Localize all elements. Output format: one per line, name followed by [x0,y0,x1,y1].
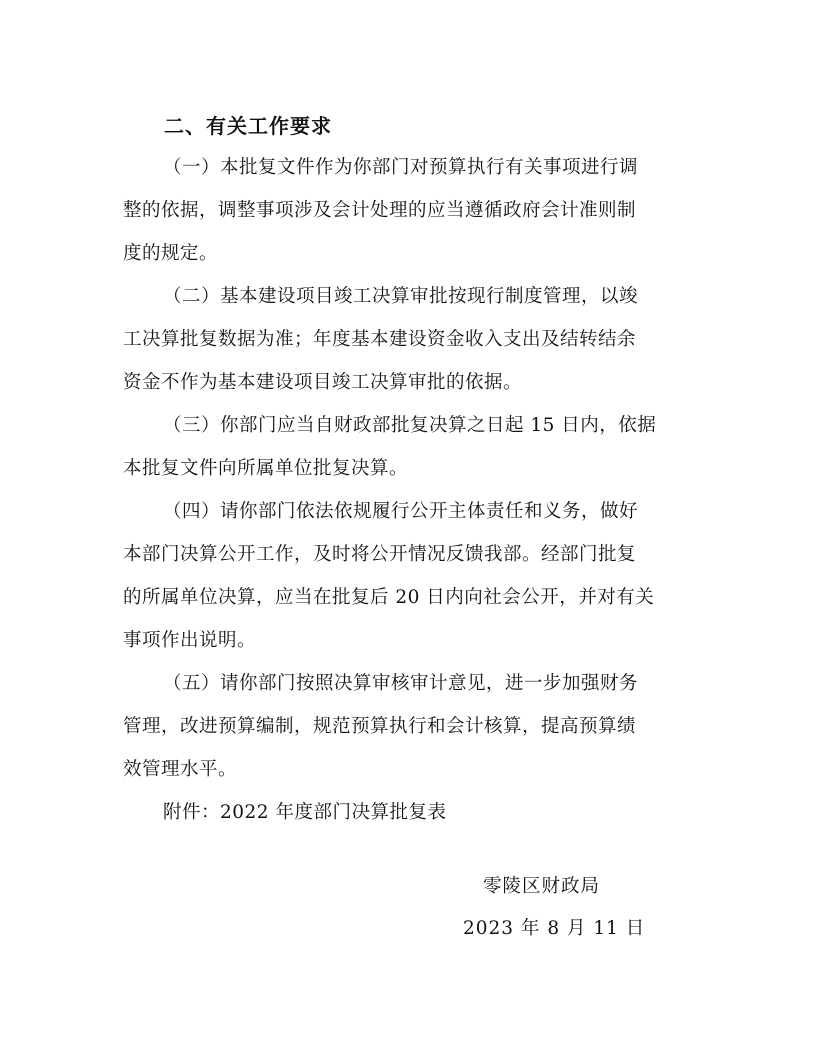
signature-date: 2023 年 8 月 11 日 [463,918,646,939]
paragraph-5-line-1: （五）请你部门按照决算审核审计意见，进一步加强财务 [163,673,639,694]
signature-org: 零陵区财政局 [483,876,601,897]
paragraph-1-line-1: （一）本批复文件作为你部门对预算执行有关事项进行调 [163,157,639,178]
paragraph-4-line-4: 事项作出说明。 [123,630,257,651]
paragraph-4-line-3: 的所属单位决算，应当在批复后 20 日内向社会公开，并对有关 [123,587,655,608]
attachment-line: 附件：2022 年度部门决算批复表 [163,802,447,823]
paragraph-2-line-2: 工决算批复数据为准；年度基本建设资金收入支出及结转结余 [123,329,637,350]
paragraph-5-line-2: 管理，改进预算编制，规范预算执行和会计核算，提高预算绩 [123,716,637,737]
paragraph-4-line-2: 本部门决算公开工作，及时将公开情况反馈我部。经部门批复 [123,544,637,565]
paragraph-2-line-1: （二）基本建设项目竣工决算审批按现行制度管理，以竣 [163,286,639,307]
paragraph-2-line-3: 资金不作为基本建设项目竣工决算审批的依据。 [123,372,523,393]
paragraph-3-line-2: 本批复文件向所属单位批复决算。 [123,458,409,479]
paragraph-3-line-1: （三）你部门应当自财政部批复决算之日起 15 日内，依据 [163,415,657,436]
paragraph-5-line-3: 效管理水平。 [123,759,238,780]
paragraph-4-line-1: （四）请你部门依法依规履行公开主体责任和义务，做好 [163,501,639,522]
paragraph-1-line-3: 度的规定。 [123,243,219,264]
section-heading: 二、有关工作要求 [164,114,332,138]
paragraph-1-line-2: 整的依据，调整事项涉及会计处理的应当遵循政府会计准则制 [123,200,637,221]
